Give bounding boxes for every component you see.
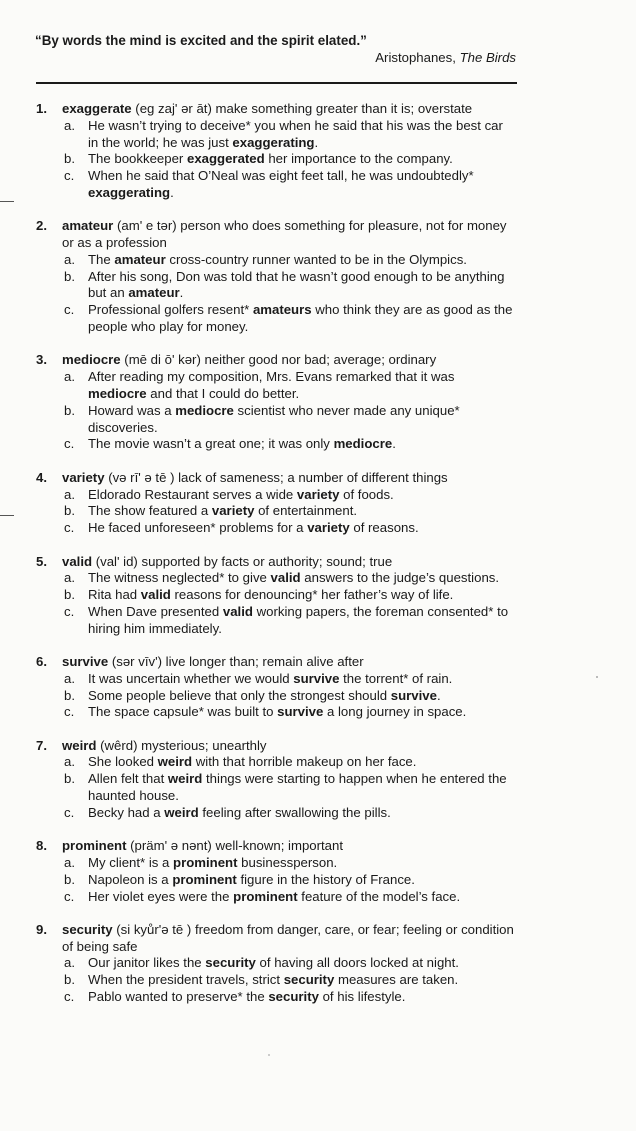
- example-sentence: [36, 889, 516, 906]
- example-keyword: mediocre: [88, 386, 147, 402]
- example-sentence: [36, 587, 516, 604]
- example-text-after: of entertainment.: [254, 503, 358, 519]
- example-sentence: [36, 604, 516, 638]
- entry-number: 5.: [36, 553, 47, 569]
- entry-definition: (sər vīv') live longer than; remain alive after: [108, 654, 364, 669]
- vocab-entry: [36, 838, 516, 905]
- entry-word: prominent: [62, 838, 127, 854]
- example-text-before: Pablo wanted to preserve* the: [88, 989, 269, 1005]
- example-keyword: security: [205, 955, 256, 971]
- example-text-after: a long journey in space.: [323, 704, 467, 720]
- example-text-before: The space capsule* was built to: [88, 704, 278, 720]
- example-text-after: reasons for denouncing* her father’s way of life.: [170, 587, 454, 603]
- example-sentence: [36, 503, 516, 520]
- example-letter: b.: [64, 687, 75, 703]
- example-letter: c.: [64, 603, 75, 619]
- example-sentence: [36, 570, 516, 587]
- example-text-before: Eldorado Restaurant serves a wide: [88, 486, 297, 502]
- example-keyword: survive: [277, 704, 324, 720]
- example-letter: b.: [64, 151, 75, 167]
- entry-heading: [36, 922, 516, 956]
- entry-heading: [36, 470, 516, 487]
- example-sentence: [36, 872, 516, 889]
- example-text-before: When he said that O’Neal was eight feet tall, he was undoubtedly*: [88, 168, 474, 184]
- example-text-after: .: [436, 687, 441, 703]
- vocab-entry: [36, 922, 516, 1006]
- entry-definition: (wêrd) mysterious; unearthly: [96, 737, 267, 753]
- example-sentence: [36, 403, 516, 437]
- entry-number: 4.: [36, 469, 47, 485]
- example-text-after: .: [170, 184, 174, 200]
- example-sentence: [36, 168, 516, 202]
- entry-heading: [36, 654, 516, 671]
- entry-word: variety: [62, 469, 105, 485]
- example-text-after: figure in the history of France.: [236, 871, 415, 887]
- page-speck: [596, 676, 598, 678]
- entry-word: survive: [62, 654, 109, 669]
- example-letter: b.: [64, 972, 75, 988]
- example-keyword: valid: [270, 570, 301, 586]
- example-letter: a.: [64, 251, 75, 267]
- example-sentence: [36, 369, 516, 403]
- example-text-after: measures are taken.: [334, 972, 459, 988]
- example-letter: c.: [64, 888, 75, 904]
- example-text-before: The movie wasn’t a great one; it was only: [88, 436, 334, 452]
- example-keyword: valid: [222, 603, 253, 619]
- example-keyword: amateur: [114, 251, 166, 267]
- example-text-after: working papers, the foreman consented* to hiring him immediately.: [88, 603, 509, 636]
- example-text-before: Howard was a: [88, 402, 176, 418]
- example-sentence: [36, 118, 516, 152]
- epigraph-quote: “By words the mind is excited and the spirit elated.”: [35, 33, 367, 48]
- example-keyword: mediocre: [333, 436, 393, 452]
- example-keyword: prominent: [172, 871, 237, 887]
- example-keyword: mediocre: [175, 402, 234, 418]
- example-letter: b.: [64, 771, 75, 787]
- example-sentence: [36, 805, 516, 822]
- example-text-after: businessperson.: [237, 854, 338, 870]
- example-letter: a.: [64, 670, 75, 686]
- example-text-before: He faced unforeseen* problems for a: [88, 520, 308, 536]
- example-keyword: security: [283, 972, 335, 988]
- example-keyword: security: [268, 989, 319, 1005]
- entry-number: 6.: [36, 654, 47, 669]
- example-keyword: variety: [307, 520, 350, 536]
- entry-definition: (präm' ə nənt) well-known; important: [126, 838, 344, 854]
- example-keyword: prominent: [173, 854, 238, 870]
- example-letter: c.: [64, 520, 75, 536]
- entry-heading: [36, 352, 516, 369]
- example-text-before: After his song, Don was told that he wasn’t good enough to be anything but an: [88, 268, 505, 301]
- example-keyword: valid: [140, 587, 171, 603]
- example-text-before: Allen felt that: [88, 771, 168, 787]
- example-text-before: Becky had a: [88, 804, 165, 820]
- example-sentence: [36, 302, 516, 336]
- example-text-before: After reading my composition, Mrs. Evans remarked that it was: [88, 369, 455, 385]
- example-text-after: of having all doors locked at night.: [255, 955, 459, 971]
- example-keyword: survive: [293, 670, 340, 686]
- example-text-before: Rita had: [88, 587, 141, 603]
- example-text-after: of foods.: [339, 486, 394, 502]
- example-text-before: Napoleon is a: [88, 871, 173, 887]
- entry-number: 7.: [36, 737, 47, 753]
- example-keyword: exaggerating: [88, 184, 171, 200]
- margin-mark: [0, 201, 14, 202]
- example-text-after: scientist who never made any unique* discoveries.: [88, 402, 460, 435]
- example-text-before: It was uncertain whether we would: [88, 670, 294, 686]
- example-letter: b.: [64, 268, 75, 284]
- example-text-after: of his lifestyle.: [318, 989, 406, 1005]
- vocab-entry: [36, 218, 516, 336]
- example-text-after: .: [314, 134, 319, 150]
- example-sentence: [36, 972, 516, 989]
- header-divider: [36, 82, 517, 84]
- example-keyword: exaggerated: [186, 151, 265, 167]
- example-text-after: who think they are as good as the people who play for money.: [88, 302, 513, 335]
- example-letter: b.: [64, 871, 75, 887]
- entry-heading: [36, 838, 516, 855]
- example-text-before: My client* is a: [88, 854, 174, 870]
- vocab-entry: [36, 554, 516, 638]
- example-letter: c.: [64, 302, 75, 318]
- example-sentence: [36, 151, 516, 168]
- example-sentence: [36, 754, 516, 771]
- example-text-before: The show featured a: [88, 503, 212, 519]
- example-sentence: [36, 671, 516, 688]
- example-keyword: amateurs: [252, 302, 312, 318]
- entry-word: amateur: [62, 218, 114, 234]
- example-keyword: weird: [157, 754, 193, 770]
- example-text-after: answers to the judge’s questions.: [300, 570, 500, 586]
- entry-number: 3.: [36, 352, 47, 368]
- example-text-after: the torrent* of rain.: [339, 670, 453, 686]
- page-speck: [268, 1054, 270, 1056]
- example-sentence: [36, 855, 516, 872]
- example-sentence: [36, 688, 516, 705]
- vocab-entry: [36, 738, 516, 822]
- example-sentence: [36, 436, 516, 453]
- vocab-entry: [36, 101, 516, 202]
- example-text-before: Her violet eyes were the: [88, 888, 234, 904]
- entry-definition: (am' e tər) person who does something for pleasure, not for money or as a profession: [62, 218, 507, 251]
- example-letter: c.: [64, 804, 75, 820]
- entry-heading: [36, 101, 516, 118]
- example-letter: c.: [64, 436, 75, 452]
- example-text-before: When Dave presented: [88, 603, 223, 619]
- example-text-before: Our janitor likes the: [88, 955, 206, 971]
- epigraph-work: The Birds: [459, 50, 516, 65]
- example-sentence: [36, 520, 516, 537]
- entry-heading: [36, 738, 516, 755]
- example-letter: a.: [64, 369, 75, 385]
- epigraph-source: [375, 50, 516, 65]
- example-text-before: He wasn’t trying to deceive* you when he said that his was the best car in the world; he was just: [88, 117, 503, 150]
- entry-definition: (si kyůr'ə tē ) freedom from danger, care, or fear; feeling or condition of being safe: [62, 921, 514, 954]
- entry-number: 8.: [36, 838, 47, 854]
- vocab-entry: [36, 470, 516, 537]
- example-sentence: [36, 704, 516, 721]
- example-letter: a.: [64, 570, 75, 586]
- example-keyword: weird: [164, 804, 199, 820]
- example-text-before: Professional golfers resent*: [88, 302, 253, 318]
- entry-definition: (val' id) supported by facts or authority; sound; true: [92, 553, 393, 569]
- example-keyword: exaggerating: [232, 134, 315, 150]
- example-text-after: her importance to the company.: [264, 151, 453, 167]
- example-keyword: weird: [167, 771, 203, 787]
- entry-word: valid: [62, 553, 93, 569]
- example-text-after: feature of the model’s face.: [297, 888, 461, 904]
- example-keyword: amateur: [128, 285, 180, 301]
- example-sentence: [36, 487, 516, 504]
- example-text-after: feeling after swallowing the pills.: [198, 804, 391, 820]
- vocab-entry: [36, 352, 516, 453]
- example-text-after: .: [392, 436, 396, 452]
- entry-heading: [36, 218, 516, 252]
- example-sentence: [36, 269, 516, 303]
- example-letter: a.: [64, 486, 75, 502]
- entry-number: 1.: [36, 101, 47, 116]
- entry-word: security: [62, 921, 113, 937]
- example-text-before: She looked: [88, 754, 158, 770]
- margin-mark: [0, 515, 14, 516]
- example-sentence: [36, 771, 516, 805]
- entry-word: weird: [62, 737, 97, 753]
- example-text-before: The bookkeeper: [88, 151, 187, 167]
- entry-word: mediocre: [62, 352, 121, 368]
- example-text-before: The: [88, 251, 115, 267]
- example-keyword: variety: [296, 486, 340, 502]
- example-letter: c.: [64, 168, 75, 184]
- example-text-after: things were starting to happen when he entered the haunted house.: [88, 771, 507, 804]
- example-letter: a.: [64, 854, 75, 870]
- example-keyword: survive: [390, 687, 437, 703]
- example-letter: a.: [64, 754, 75, 770]
- example-text-before: The witness neglected* to give: [88, 570, 271, 586]
- epigraph-author: Aristophanes,: [375, 50, 460, 65]
- example-text-after: cross-country runner wanted to be in the Olympics.: [165, 251, 467, 267]
- example-text-after: with that horrible makeup on her face.: [192, 754, 417, 770]
- example-text-before: When the president travels, strict: [88, 972, 284, 988]
- example-text-after: of reasons.: [349, 520, 419, 536]
- entry-definition: (və rī' ə tē ) lack of sameness; a number of different things: [104, 469, 448, 485]
- example-letter: b.: [64, 402, 75, 418]
- example-letter: a.: [64, 955, 75, 971]
- example-sentence: [36, 955, 516, 972]
- example-letter: c.: [64, 704, 75, 720]
- example-text-after: and that I could do better.: [146, 386, 300, 402]
- example-sentence: [36, 252, 516, 269]
- entry-number: 9.: [36, 921, 47, 937]
- example-keyword: variety: [211, 503, 255, 519]
- example-letter: c.: [64, 989, 75, 1005]
- vocab-entry: [36, 654, 516, 721]
- entry-heading: [36, 554, 516, 571]
- entry-definition: (mē di ō' kər) neither good nor bad; average; ordinary: [120, 352, 437, 368]
- example-letter: a.: [64, 117, 75, 133]
- entry-number: 2.: [36, 218, 47, 234]
- example-letter: b.: [64, 587, 75, 603]
- vocabulary-list: [36, 101, 516, 1022]
- example-text-after: .: [179, 285, 184, 301]
- example-sentence: [36, 989, 516, 1006]
- example-text-before: Some people believe that only the strongest should: [88, 687, 391, 703]
- example-keyword: prominent: [233, 888, 298, 904]
- entry-word: exaggerate: [62, 101, 132, 116]
- example-letter: b.: [64, 503, 75, 519]
- entry-definition: (eg zaj' ər āt) make something greater than it is; overstate: [131, 101, 473, 116]
